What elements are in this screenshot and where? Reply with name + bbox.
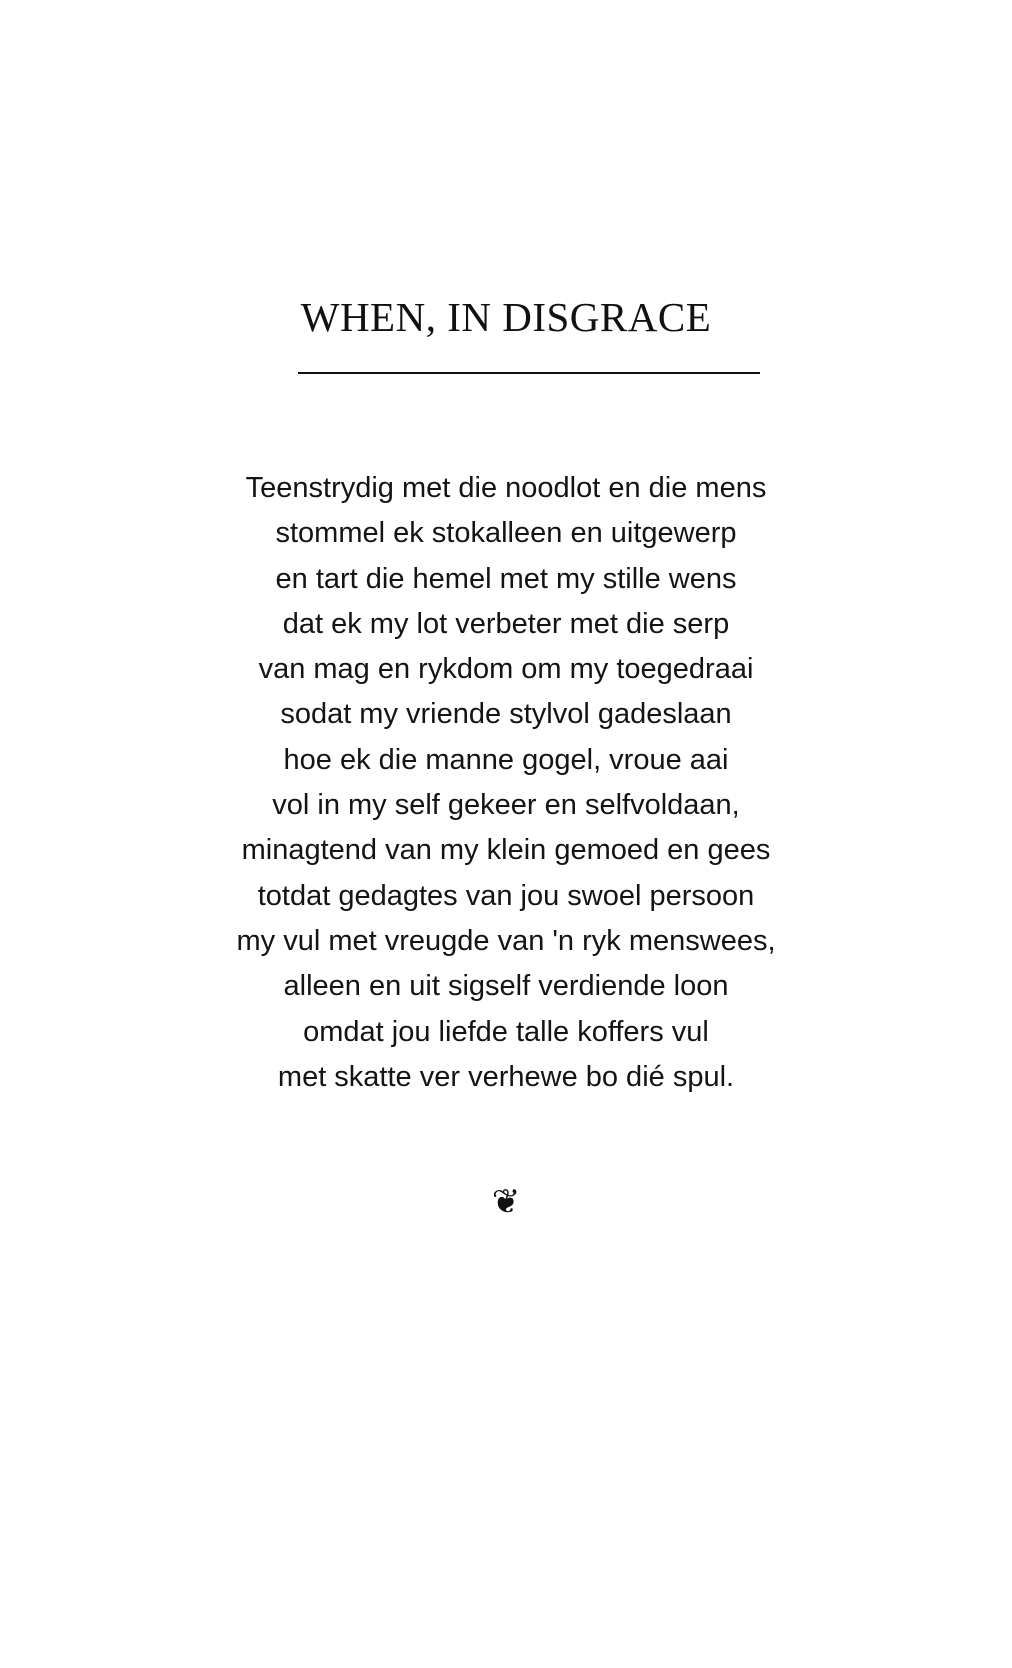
poem-line: dat ek my lot verbeter met die serp [282, 607, 730, 640]
poem-line: van mag en rykdom om my toegedraai [258, 653, 754, 686]
poem-line: en tart die hemel met my stille wens [275, 562, 737, 595]
poem-line: stommel ek stokalleen en uitgewerp [275, 517, 737, 550]
poem-line: my vul met vreugde van 'n ryk menswees, [236, 924, 776, 957]
poem-line: sodat my vriende stylvol gadeslaan [280, 698, 732, 731]
poem-line: minagtend van my klein gemoed en gees [241, 834, 771, 867]
poem-body [0, 466, 1012, 1100]
poem-title: WHEN, IN DISGRACE [300, 294, 712, 340]
poem-line: Teenstrydig met die noodlot en die mens [245, 472, 767, 504]
poem-line: totdat gedagtes van jou swoel persoon [257, 879, 755, 912]
floral-heart-ornament-icon: ❦ [491, 1182, 521, 1222]
poem-line: omdat jou liefde talle koffers vul [303, 1015, 709, 1048]
poem-line: hoe ek die manne gogel, vroue aai [283, 743, 729, 776]
poem-line: met skatte ver verhewe bo dié spul. [277, 1060, 735, 1093]
poem-line: vol in my self gekeer en selfvoldaan, [272, 789, 740, 822]
title-divider [298, 372, 760, 374]
poem-line: alleen en uit sigself verdiende loon [283, 970, 729, 1003]
